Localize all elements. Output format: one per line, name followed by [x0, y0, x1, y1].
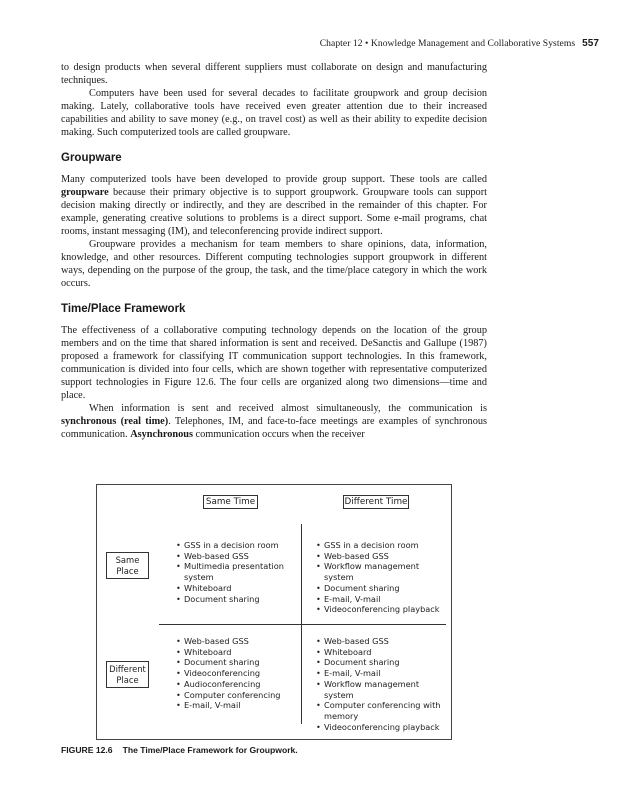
column-header-same-time: Same Time	[203, 495, 258, 509]
list-item: • Document sharing	[316, 583, 448, 594]
heading-time-place: Time/Place Framework	[61, 303, 186, 315]
list-item: • Videoconferencing playback	[316, 604, 448, 615]
cell-different-time-same-place	[316, 540, 448, 615]
paragraph-time-place-1: The effectiveness of a collaborative computing technology depends on the location of the group members and on the time that shared information is sent and received. DeSanctis and Gallupe (1987) proposed a framework for classifying IT communication support technologies. In this framework, communication is divided into four cells, which are shown together with representative computerized support technologies in Figure 12.6. The four cells are organized along two dimensions—time and place.	[61, 325, 487, 401]
list-item: • E-mail, V-mail	[316, 594, 448, 605]
cell-different-time-different-place	[316, 636, 448, 732]
list-item: • Whiteboard	[316, 647, 448, 658]
running-head	[320, 38, 599, 49]
list-item: • E-mail, V-mail	[316, 668, 448, 679]
list-item: • Document sharing	[316, 657, 448, 668]
body-text	[61, 61, 487, 441]
figure-caption	[61, 745, 298, 755]
list-item: • Computer conferencing with memory	[316, 700, 448, 721]
term-asynchronous: Asynchronous	[130, 429, 193, 440]
list-item: • Videoconferencing	[176, 668, 296, 679]
paragraph-time-place-2: When information is sent and received almost simultaneously, the communication is synchronous (real time). Telephones, IM, and face-to-face meetings are examples of synchronous communication. Asynchronous communication occurs when the receiver	[61, 403, 487, 440]
figure-caption-text: The Time/Place Framework for Groupwork.	[122, 745, 298, 755]
row-header-different-place: Different Place	[106, 661, 149, 688]
figure-label: FIGURE 12.6	[61, 745, 113, 755]
list-item: • Whiteboard	[176, 583, 296, 594]
list-item: • GSS in a decision room	[316, 540, 448, 551]
time-place-figure	[96, 484, 452, 740]
list-item: • E-mail, V-mail	[176, 700, 296, 711]
running-head-chapter: Chapter 12 • Knowledge Management and Collaborative Systems	[319, 38, 576, 49]
term-groupware: groupware	[61, 187, 109, 198]
horizontal-divider	[159, 624, 446, 625]
list-item: • Videoconferencing playback	[316, 722, 448, 733]
list-item: • Multimedia presentation system	[176, 561, 296, 582]
heading-groupware: Groupware	[61, 152, 122, 164]
term-synchronous: synchronous (real time)	[61, 416, 169, 427]
list-item: • Document sharing	[176, 657, 296, 668]
row-header-same-place: Same Place	[106, 552, 149, 579]
cell-same-time-same-place	[176, 540, 296, 604]
list-item: • Audioconferencing	[176, 679, 296, 690]
paragraph-groupware-2: Groupware provides a mechanism for team members to share opinions, data, information, knowledge, and other resources. Different computing technologies support groupwork in different ways, depending on the purpose of the group, the task, and the time/place category in which the work occurs.	[61, 239, 487, 289]
list-item: • Workflow management system	[316, 561, 448, 582]
list-item: • Document sharing	[176, 594, 296, 605]
cell-same-time-different-place	[176, 636, 296, 711]
paragraph-continued: to design products when several different suppliers must collaborate on design and manufacturing techniques.	[61, 62, 487, 86]
list-item: • GSS in a decision room	[176, 540, 296, 551]
paragraph-computers: Computers have been used for several decades to facilitate groupwork and group decision making. Lately, collaborative tools have received even greater attention due to their increased capabilities and ability to save money (e.g., on travel cost) as well as their ability to expedite decision making. Such computerized tools are called groupware.	[61, 88, 487, 138]
list-item: • Web-based GSS	[316, 636, 448, 647]
list-item: • Workflow management system	[316, 679, 448, 700]
list-item: • Whiteboard	[176, 647, 296, 658]
column-header-different-time: Different Time	[344, 497, 408, 507]
list-item: • Web-based GSS	[176, 636, 296, 647]
list-item: • Web-based GSS	[176, 551, 296, 562]
list-item: • Web-based GSS	[316, 551, 448, 562]
page-number: 557	[582, 38, 599, 49]
paragraph-groupware-1: Many computerized tools have been developed to provide group support. These tools are called groupware because their primary objective is to support groupwork. Groupware tools can support decision making directly or indirectly, and they are described in the remainder of this chapter. For example, generating creative solutions to problems is a direct support. Some e-mail programs, chat rooms, instant messaging (IM), and teleconferencing provide indirect support.	[61, 174, 487, 237]
list-item: • Computer conferencing	[176, 690, 296, 701]
